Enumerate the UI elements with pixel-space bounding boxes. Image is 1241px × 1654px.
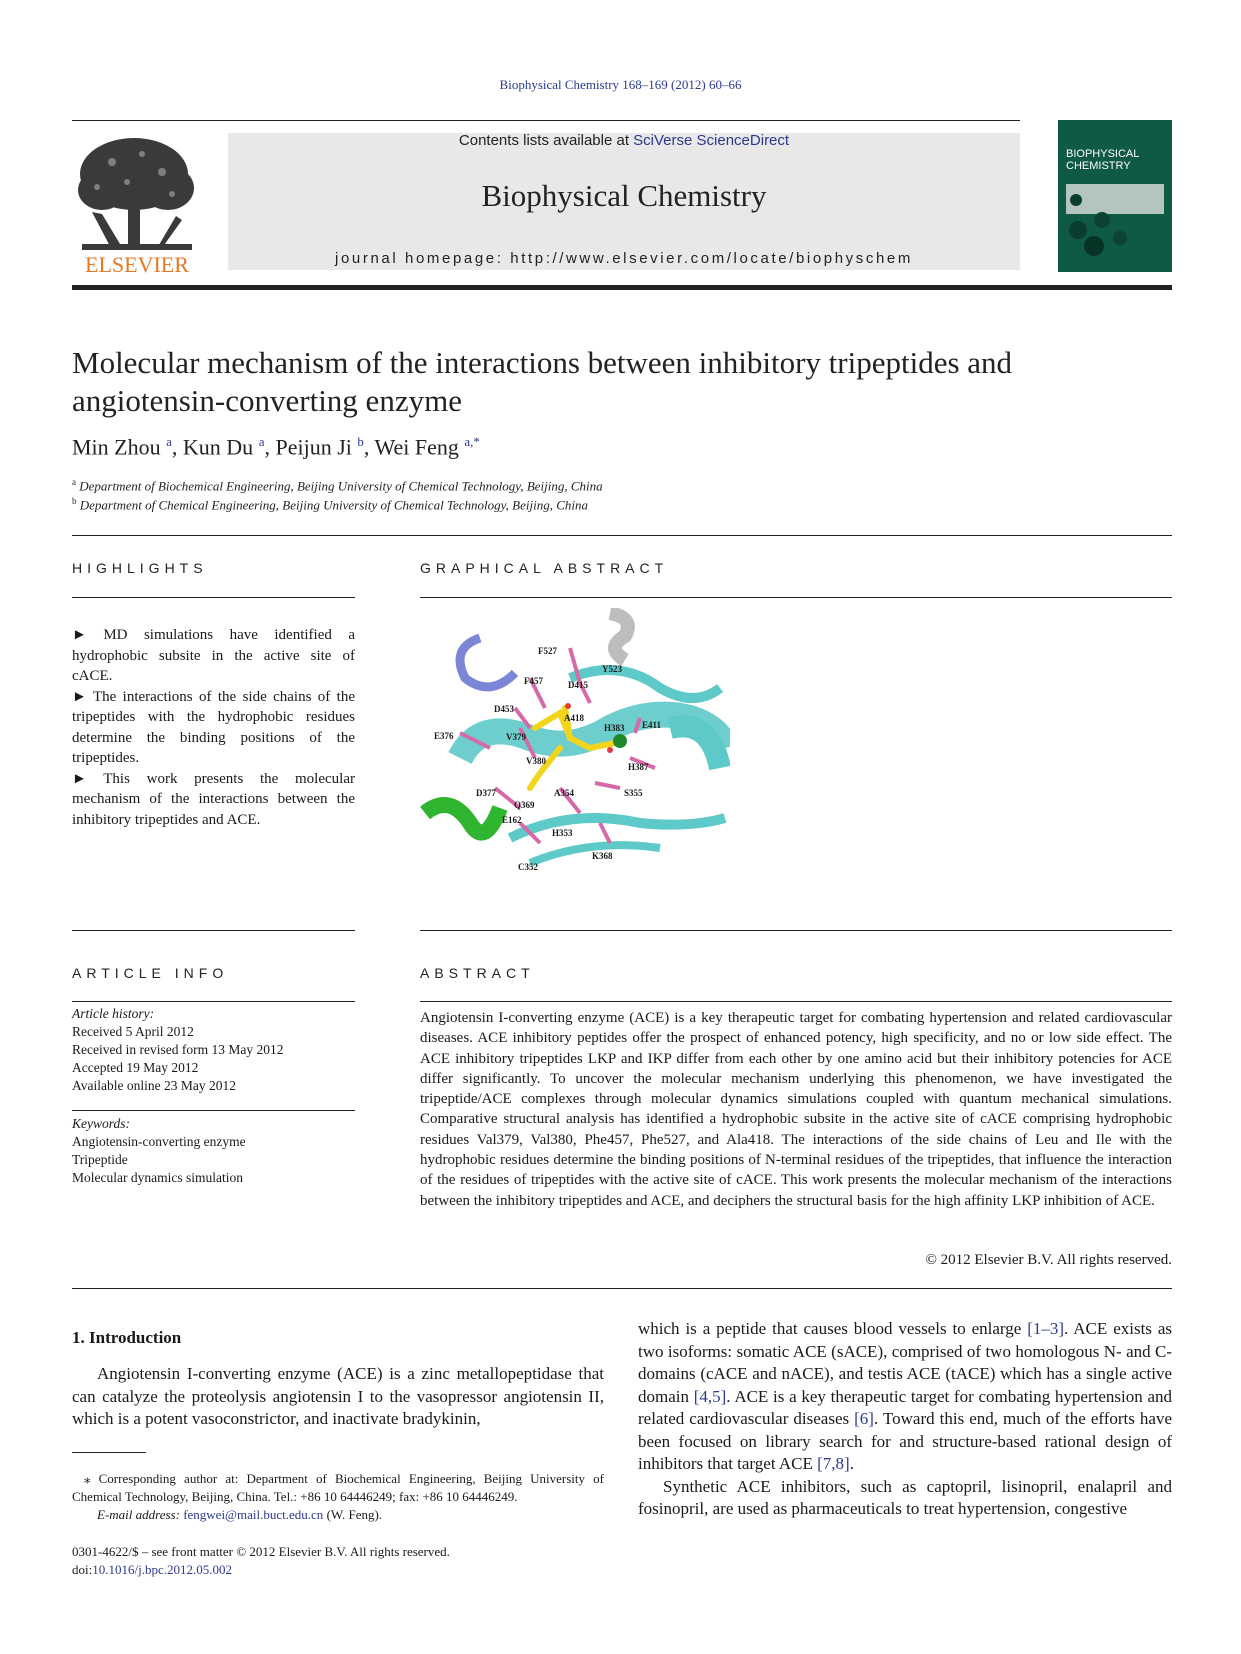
article-history <box>72 1005 283 1095</box>
intro-right-paragraph-2: Synthetic ACE inhibitors, such as captopril, lisinopril, enalapril and fosinopril, are used as pharmaceuticals to treat hypertension, congestive <box>638 1476 1172 1518</box>
residue-label: F457 <box>524 676 543 686</box>
history-label: Article history: <box>72 1006 155 1021</box>
residue-label: H353 <box>552 828 573 838</box>
abstract-heading: ABSTRACT <box>420 965 535 981</box>
residue-label: C352 <box>518 862 538 872</box>
affiliation-b: $^b$ Department of Chemical Engineering, Beijing University of Chemical Technology, Beijing, China <box>72 496 589 513</box>
residue-label: V380 <box>526 756 546 766</box>
author-name[interactable]: Min Zhou <box>72 434 161 460</box>
residue-label: Q369 <box>514 800 535 810</box>
issn-block: 0301-4622/$ – see front matter © 2012 Elsevier B.V. All rights reserved. doi:10.1016/j.bpc.2012.05.002 <box>72 1544 450 1577</box>
cover-title <box>1066 148 1139 172</box>
highlights-heading: HIGHLIGHTS <box>72 560 208 576</box>
author-name[interactable]: Peijun Ji <box>275 434 352 460</box>
keywords-rule <box>72 1110 355 1111</box>
author-affil-mark[interactable]: a <box>258 434 265 449</box>
elsevier-wordmark: ELSEVIER <box>85 252 189 276</box>
doi-link[interactable]: 10.1016/j.bpc.2012.05.002 <box>92 1562 232 1577</box>
abstract-top-rule <box>420 930 1172 931</box>
protein-structure-figure <box>420 608 730 883</box>
abstract-rule <box>420 1001 1172 1002</box>
history-item: Accepted 19 May 2012 <box>72 1060 199 1075</box>
residue-label: H383 <box>604 723 625 733</box>
history-item: Received 5 April 2012 <box>72 1024 194 1039</box>
residue-label: D377 <box>476 788 496 798</box>
article-info-heading: ARTICLE INFO <box>72 965 229 981</box>
author-name[interactable]: Wei Feng <box>374 434 459 460</box>
residue-label: H387 <box>628 762 649 772</box>
footnote-star: ⁎ <box>84 1471 91 1486</box>
citation-link[interactable]: [7,8] <box>817 1454 850 1473</box>
keyword-item: Molecular dynamics simulation <box>72 1170 243 1185</box>
article-title <box>72 344 1172 420</box>
elsevier-logo[interactable] <box>72 132 202 276</box>
citation-link[interactable]: [1–3] <box>1027 1319 1065 1338</box>
article-info-rule <box>72 1001 355 1002</box>
footnote-rule <box>72 1452 146 1453</box>
keyword-item: Angiotensin-converting enzyme <box>72 1134 246 1149</box>
author-affil-mark[interactable]: b <box>357 434 364 449</box>
residue-label: K368 <box>592 851 613 861</box>
residue-label: A418 <box>564 713 584 723</box>
email-link[interactable]: fengwei@mail.buct.edu.cn <box>183 1507 324 1522</box>
history-item: Available online 23 May 2012 <box>72 1078 236 1093</box>
graphical-abstract-rule <box>420 597 1172 598</box>
author-list: Min Zhou $^a$, Kun Du $^a$, Peijun Ji $^b$, Wei Feng $^{a,*}$ <box>72 434 480 460</box>
keywords-label: Keywords: <box>72 1116 130 1131</box>
residue-label: S355 <box>624 788 643 798</box>
title-line2: angiotensin-converting enzyme <box>72 383 462 418</box>
keywords <box>72 1115 246 1187</box>
affiliation-a: $^a$ Department of Biochemical Engineering, Beijing University of Chemical Technology, Beijing, China <box>72 477 603 494</box>
issn-line: 0301-4622/$ – see front matter © 2012 Elsevier B.V. All rights reserved. <box>72 1544 450 1559</box>
article-info-top-rule <box>72 930 355 931</box>
cover-title-line1: BIOPHYSICAL <box>1066 148 1140 160</box>
residue-label: A354 <box>554 788 574 798</box>
corresponding-author-footnote: ⁎ Corresponding author at: Department of Biochemical Engineering, Beijing University of Chemical Technology, Beijing, China. Tel.: +86 10 64446249; fax: +86 10 64446249. E-mail address: fengwei@mail.buct.edu.cn (W. Feng). <box>72 1471 604 1522</box>
running-citation[interactable]: Biophysical Chemistry 168–169 (2012) 60–66 <box>499 77 742 92</box>
highlights-rule <box>72 597 355 598</box>
keyword-item: Tripeptide <box>72 1152 128 1167</box>
citation-link[interactable]: [4,5] <box>693 1386 727 1406</box>
author-affil-mark[interactable]: a,* <box>464 434 480 449</box>
residue-label: E411 <box>642 720 662 730</box>
header-rule <box>72 120 1020 121</box>
cover-art-icon <box>1058 120 1172 272</box>
residue-label: Y523 <box>602 664 622 674</box>
highlight-item: ► This work presents the molecular mechanism of the interactions between the inhibitory tripeptides and ACE. <box>72 770 355 828</box>
contents-line <box>228 132 1020 149</box>
highlight-item: ► MD simulations have identified a hydrophobic subsite in the active site of cACE. <box>72 627 355 684</box>
contents-prefix: Contents lists available at <box>458 132 634 149</box>
residue-label: F527 <box>538 646 557 656</box>
residue-label: E162 <box>502 815 522 825</box>
citation-link[interactable]: [6] <box>854 1409 874 1428</box>
sciencedirect-link[interactable]: SciVerse ScienceDirect <box>633 132 790 149</box>
elsevier-tree-icon <box>72 132 202 276</box>
graphical-abstract-figure[interactable] <box>420 608 730 883</box>
journal-title: Biophysical Chemistry <box>481 178 767 213</box>
title-line1: Molecular mechanism of the interactions between inhibitory tripeptides and <box>72 345 1013 380</box>
graphical-abstract-heading: GRAPHICAL ABSTRACT <box>420 560 669 576</box>
residue-label: V379 <box>506 732 526 742</box>
highlight-item: ► The interactions of the side chains of the tripeptides with the hydrophobic residues determine the binding positions of the tripeptides. <box>72 688 355 766</box>
journal-cover[interactable] <box>1058 120 1172 272</box>
author-name[interactable]: Kun Du <box>182 434 254 460</box>
highlights-list <box>72 625 355 830</box>
journal-homepage[interactable]: journal homepage: http://www.elsevier.com/locate/biophyschem <box>335 250 913 267</box>
abstract-copyright: © 2012 Elsevier B.V. All rights reserved. <box>925 1252 1172 1268</box>
cover-title-line2: CHEMISTRY <box>1066 160 1131 172</box>
banner-bottom-rule <box>72 285 1172 290</box>
author-affil-mark[interactable]: a <box>166 434 172 449</box>
residue-label: D453 <box>494 704 514 714</box>
affiliation-rule <box>72 535 1172 536</box>
abstract-bottom-rule <box>72 1288 1172 1289</box>
history-item: Received in revised form 13 May 2012 <box>72 1042 284 1057</box>
abstract-text: Angiotensin I-converting enzyme (ACE) is a key therapeutic target for combating hypertension and related cardiovascular diseases. ACE inhibitory peptides offer the prospect of enhanced potency, high specificity, and no or low side effect. The ACE inhibitory tripeptides LKP and IKP differ from each other by one amino acid but their inhibitory potencies for ACE differ significantly. To uncover the molecular mechanism underlying this phenomenon, we have investigated the tripeptide/ACE complexes through molecular dynamics simulations coupled with quantum mechanical simulations. Comparative structural analysis has identified a hydrophobic subsite in the active site of cACE comprising hydrophobic residues Val379, Val380, Phe457, Phe527, and Ala418. The interactions of the side chains of Leu and Ile with the hydrophobic residues determine the binding positions of N-terminal residues of the tripeptides, that influence the interaction of the residues of tripeptides with the active site of cACE. This work presents the molecular mechanism of the interactions between the inhibitory tripeptides and ACE, and deciphers the structural basis for the high affinity LKP inhibition of ACE. <box>420 1010 1172 1209</box>
intro-right-column <box>638 1318 1172 1521</box>
intro-right-paragraph-1: which is a peptide that causes blood vessels to enlarge [1–3]. ACE exists as two isoforms: somatic ACE (sACE), comprised of two homologous N- and C-domains (cACE and nACE), and testis ACE (tACE) which has a single active domain [4,5]. ACE is a key therapeutic target for combating hypertension and related cardiovascular diseases [6]. Toward this end, much of the efforts have been focused on library search for and structure-based rational design of inhibitors that target ACE [7,8]. <box>638 1319 1173 1473</box>
email-label: E-mail address: <box>97 1507 180 1522</box>
introduction-heading: 1. Introduction <box>72 1328 182 1347</box>
intro-left-paragraph: Angiotensin I-converting enzyme (ACE) is a zinc metallopeptidase that can catalyze the proteolysis angiotensin I to the vasopressor angiotensin II, which is a potent vasoconstrictor, and inactivate bradykinin, <box>72 1364 604 1428</box>
residue-label: D415 <box>568 680 588 690</box>
residue-label: E376 <box>434 731 454 741</box>
